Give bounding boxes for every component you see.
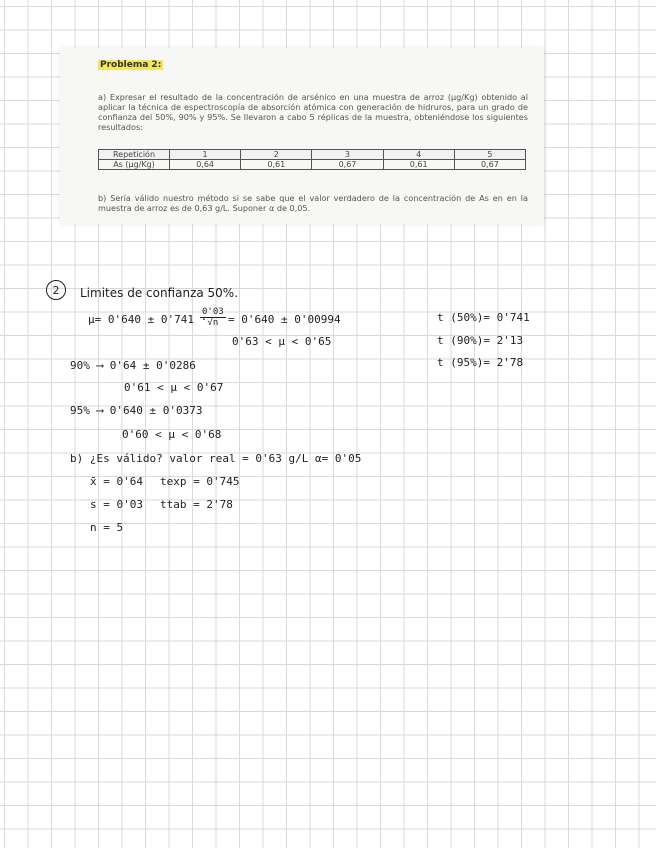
table-row [99,150,526,160]
fraction-denominator: √n [207,318,219,328]
table-cell: 0,64 [170,160,241,170]
table-row-label: As (µg/Kg) [99,160,170,170]
equation-50-fraction [200,307,226,328]
interval-90: 0'61 < µ < 0'67 [124,381,224,394]
t-exp-value: texp = 0'745 [160,475,240,488]
fraction-numerator: 0'03 [202,307,224,317]
t-tab-value: ttab = 2'78 [160,498,233,511]
interval-95: 0'60 < µ < 0'68 [122,428,222,441]
table-cell: 0,67 [454,160,525,170]
problem-statement-image [60,48,544,224]
std-dev-value: s = 0'03 [90,498,143,511]
replicates-table [98,149,526,170]
limits-90: 90% ⟶ 0'64 ± 0'0286 [70,359,196,372]
table-header-cell: 5 [454,150,525,160]
problem-title: Problema 2: [100,60,162,70]
table-header-cell: 2 [241,150,312,160]
limits-95: 95% ⟶ 0'640 ± 0'0373 [70,404,203,417]
t-value-50: t (50%)= 0'741 [437,311,530,324]
table-header-cell: 4 [383,150,454,160]
table-row [99,160,526,170]
t-value-95: t (95%)= 2'78 [437,356,524,369]
equation-50-left: µ= 0'640 ± 0'741 · [88,313,208,326]
problem-number-circle: 2 [46,280,66,300]
table-header-cell: 1 [170,150,241,160]
table-cell: 0,61 [383,160,454,170]
interval-50: 0'63 < µ < 0'65 [232,335,332,348]
table-header-label: Repetición [99,150,170,160]
notes-heading: Limites de confianza 50%. [80,286,239,300]
table-cell: 0,67 [312,160,383,170]
equation-50-right: = 0'640 ± 0'00994 [228,313,341,326]
mean-value: x̄ = 0'64 [90,475,143,488]
table-cell: 0,61 [241,160,312,170]
part-b-heading: b) ¿Es válido? valor real = 0'63 g/L α= 0'05 [70,452,362,465]
table-header-cell: 3 [312,150,383,160]
t-value-90: t (90%)= 2'13 [437,334,524,347]
problem-part-b-text: b) Sería válido nuestro método si se sabe que el valor verdadero de la concentración de As en en la muestra de arroz es de 0,63 g/L. Suponer α de 0,05. [98,193,528,213]
problem-part-a-text: a) Expresar el resultado de la concentración de arsénico en una muestra de arroz (µg/Kg) obtenido al aplicar la técnica de espectroscopía de absorción atómica con generación de hidruros, para un grado de confianza del 50%, 90% y 95%. Se llevaron a cabo 5 réplicas de la muestra, obteniéndose los siguientes resultados: [98,92,528,132]
sample-size-value: n = 5 [90,521,124,534]
